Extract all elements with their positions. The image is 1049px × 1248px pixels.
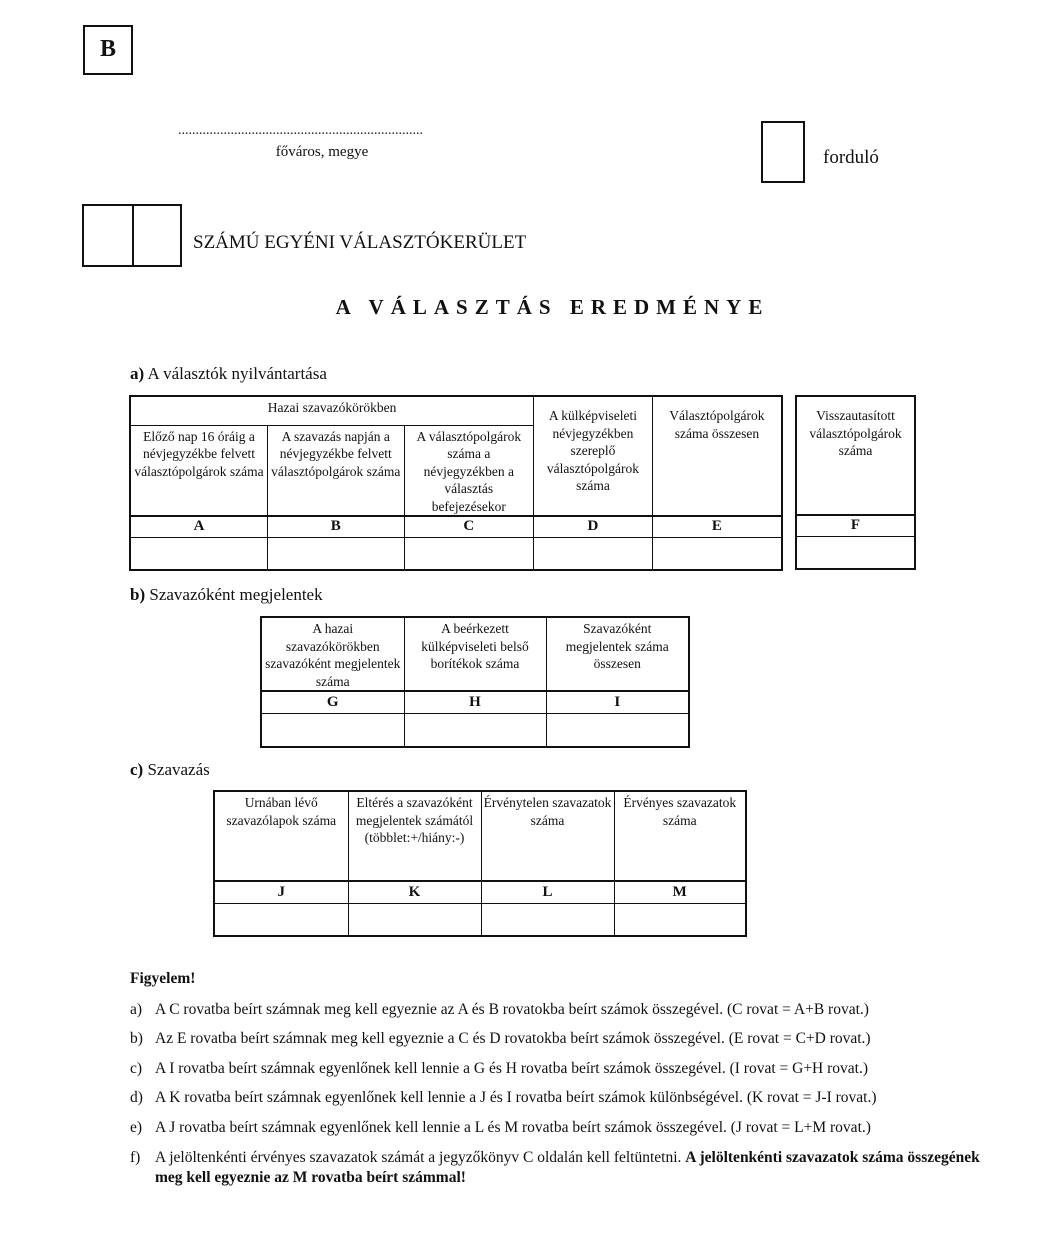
col-d-value[interactable] <box>534 537 653 570</box>
round-label: forduló <box>823 147 879 168</box>
col-k-value[interactable] <box>348 903 481 936</box>
col-g-value[interactable] <box>261 713 404 747</box>
note-item <box>130 1088 990 1108</box>
col-j-letter: J <box>214 881 348 903</box>
col-m-letter: M <box>614 881 746 903</box>
note-label: f) <box>130 1149 141 1166</box>
col-d-letter: D <box>534 516 653 537</box>
col-i-letter: I <box>546 691 689 713</box>
voting-table <box>213 790 747 937</box>
col-d-header: A külképviseleti névjegyzékben szereplő választópolgárok száma <box>534 396 653 516</box>
col-b-header: A szavazás napján a névjegyzékbe felvett választópolgárok száma <box>268 425 405 516</box>
col-k-letter: K <box>348 881 481 903</box>
note-label: d) <box>130 1089 143 1106</box>
col-i-value[interactable] <box>546 713 689 747</box>
rejected-voters-table <box>795 395 916 570</box>
note-text: A jelöltenkénti érvényes szavazatok számát a jegyzőkönyv C oldalán kell feltüntetni. <box>155 1149 686 1166</box>
city-caption: főváros, megye <box>275 144 369 160</box>
col-g-header: A hazai szavazókörökben szavazóként megjelentek száma <box>261 617 404 691</box>
col-a-value[interactable] <box>130 537 268 570</box>
section-c-prefix: c) <box>130 760 144 779</box>
note-text: Az E rovatba beírt számnak meg kell egyeznie a C és D rovatokba beírt számok összegével. (E rovat = C+D rovat.) <box>155 1030 871 1047</box>
col-h-header: A beérkezett külképviseleti belső borítékok száma <box>404 617 546 691</box>
col-l-value[interactable] <box>481 903 614 936</box>
district-digit-1[interactable] <box>84 206 132 265</box>
col-b-value[interactable] <box>268 537 405 570</box>
col-e-header: Választópolgárok száma összesen <box>652 396 782 516</box>
note-text: A K rovatba beírt számnak egyenlőnek kell lennie a J és I rovatba beírt számok különbségével. (K rovat = J-I rovat.) <box>155 1089 877 1106</box>
col-e-letter: E <box>652 516 782 537</box>
col-b-letter: B <box>268 516 405 537</box>
page-letter-box: B <box>83 25 133 75</box>
col-m-value[interactable] <box>614 903 746 936</box>
col-h-value[interactable] <box>404 713 546 747</box>
col-e-value[interactable] <box>652 537 782 570</box>
section-b-prefix: b) <box>130 585 146 604</box>
col-j-value[interactable] <box>214 903 348 936</box>
note-item <box>130 1118 990 1138</box>
col-a-header: Előző nap 16 óráig a névjegyzékbe felvett választópolgárok száma <box>130 425 268 516</box>
col-c-header: A választópolgárok száma a névjegyzékben a választás befejezésekor <box>404 425 534 516</box>
attention-title: Figyelem! <box>130 970 196 987</box>
col-i-header: Szavazóként megjelentek száma összesen <box>546 617 689 691</box>
section-a-label: A választók nyilvántartása <box>147 364 327 383</box>
note-item <box>130 1059 990 1079</box>
col-g-letter: G <box>261 691 404 713</box>
note-text-bold: A jelöltenkénti szavazatok száma összegének meg kell egyeznie az M rovatba beírt számmal! <box>155 1149 980 1186</box>
note-label: c) <box>130 1060 143 1077</box>
note-text-container <box>155 1148 990 1188</box>
col-c-letter: C <box>404 516 534 537</box>
section-a-title <box>130 364 327 384</box>
col-f-letter: F <box>796 515 915 536</box>
section-b-title <box>130 585 323 605</box>
note-label: b) <box>130 1030 143 1047</box>
section-c-title <box>130 760 210 780</box>
section-b-label: Szavazóként megjelentek <box>149 585 323 604</box>
note-label: a) <box>130 1001 143 1018</box>
section-a-prefix: a) <box>130 364 145 383</box>
col-f-value[interactable] <box>796 536 915 569</box>
col-m-header: Érvényes szavazatok száma <box>614 791 746 881</box>
col-c-value[interactable] <box>404 537 534 570</box>
note-item <box>130 1000 990 1020</box>
col-j-header: Urnában lévő szavazólapok száma <box>214 791 348 881</box>
turnout-table <box>260 616 690 748</box>
note-text: A I rovatba beírt számnak egyenlőnek kell lennie a G és H rovatba beírt számok összegével. (I rovat = G+H rovat.) <box>155 1060 869 1077</box>
col-l-header: Érvénytelen szavazatok száma <box>481 791 614 881</box>
group-header: Hazai szavazókörökben <box>130 396 534 425</box>
voters-register-table <box>129 395 783 571</box>
col-l-letter: L <box>481 881 614 903</box>
note-text: A C rovatba beírt számnak meg kell egyeznie az A és B rovatokba beírt számok összegével. (C rovat = A+B rovat.) <box>155 1001 869 1018</box>
note-item <box>130 1029 990 1049</box>
page-title: A VÁLASZTÁS EREDMÉNYE <box>335 295 770 319</box>
note-label: e) <box>130 1119 143 1136</box>
district-digit-2[interactable] <box>132 206 182 265</box>
note-text: A J rovatba beírt számnak egyenlőnek kell lennie a L és M rovatba beírt számok összegével. (J rovat = L+M rovat.) <box>155 1119 871 1136</box>
col-f-header: Visszautasított választópolgárok száma <box>796 396 915 515</box>
district-number-box <box>82 204 182 267</box>
city-dotted-line: ...................................................................... <box>178 123 423 138</box>
col-h-letter: H <box>404 691 546 713</box>
col-k-header: Eltérés a szavazóként megjelentek számától (többlet:+/hiány:-) <box>348 791 481 881</box>
col-a-letter: A <box>130 516 268 537</box>
section-c-label: Szavazás <box>147 760 210 779</box>
district-label: SZÁMÚ EGYÉNI VÁLASZTÓKERÜLET <box>193 232 527 253</box>
note-item <box>130 1148 990 1188</box>
round-input-box[interactable] <box>761 121 805 183</box>
